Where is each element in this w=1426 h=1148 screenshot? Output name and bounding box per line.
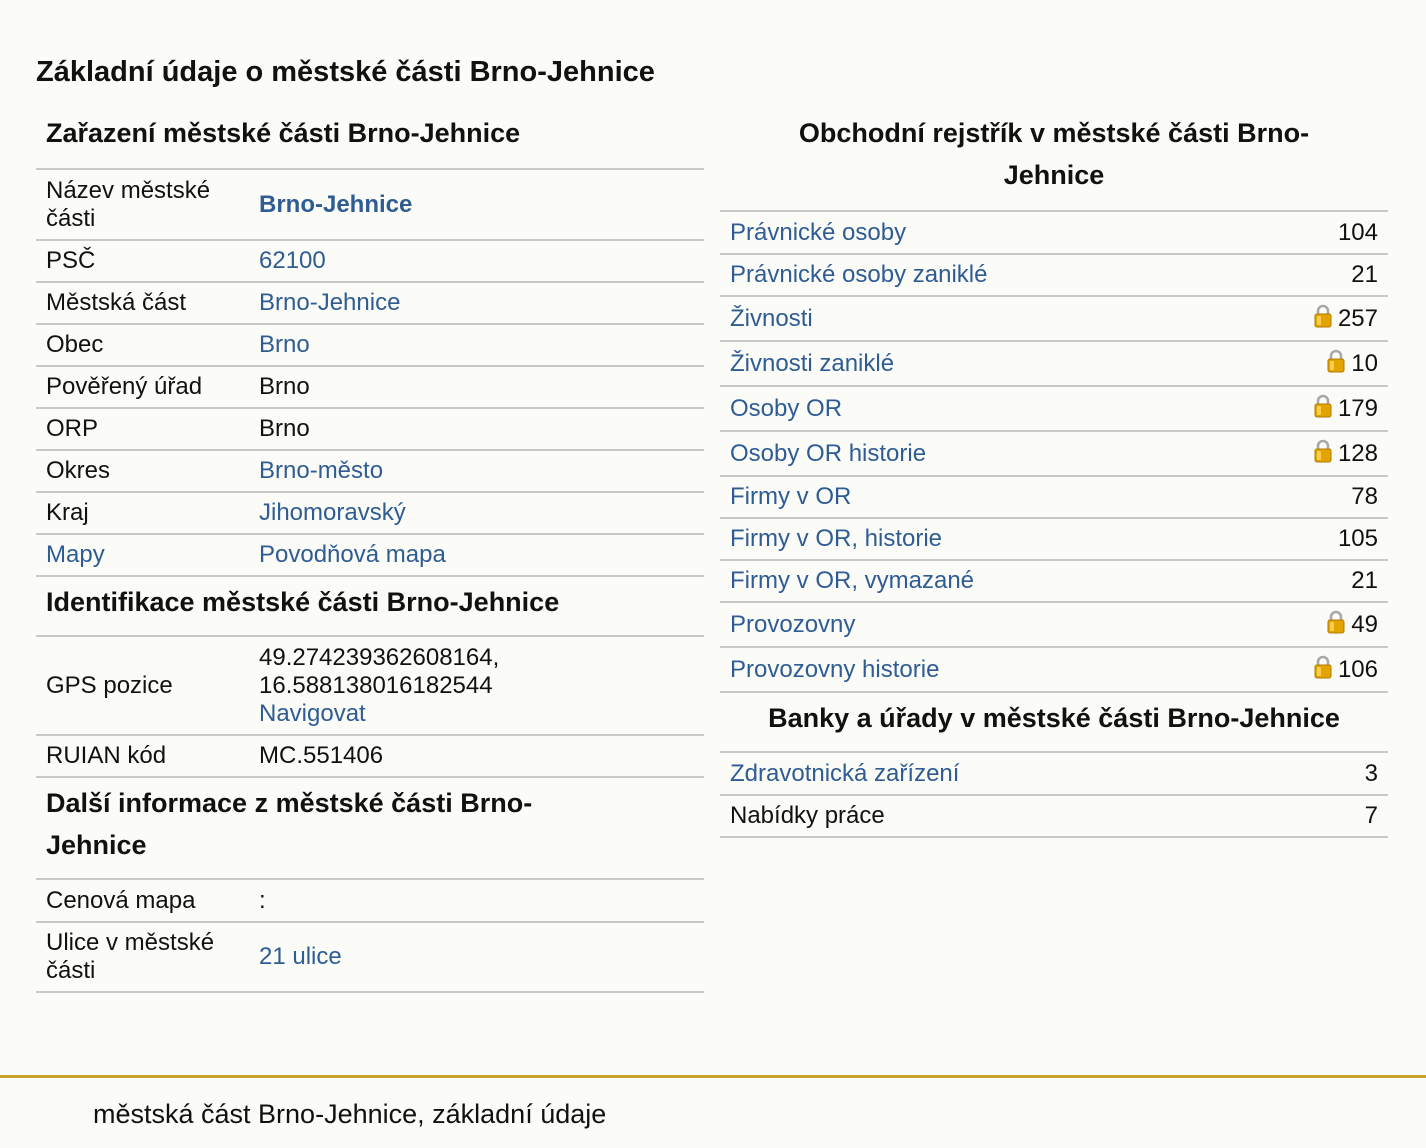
row-count-cell	[1233, 431, 1388, 476]
row-key: ORP	[36, 408, 249, 450]
table-row	[36, 492, 704, 534]
gps-latitude: 49.274239362608164,	[259, 643, 500, 671]
row-key: Městská část	[36, 282, 249, 324]
table-row	[36, 922, 704, 992]
table-row	[720, 254, 1388, 296]
mapy-link[interactable]: Mapy	[46, 541, 105, 568]
table-row	[36, 450, 704, 492]
banky-table	[720, 753, 1388, 838]
table-row	[720, 341, 1388, 386]
row-count-cell	[1233, 476, 1388, 518]
table-row	[720, 647, 1388, 692]
row-value: Brno	[249, 408, 704, 450]
row-key: Obec	[36, 324, 249, 366]
right-column	[720, 108, 1388, 838]
registry-link[interactable]: Provozovny historie	[730, 655, 940, 683]
lock-icon	[1314, 304, 1332, 328]
dalsi-heading: Další informace z městské části Brno-Jehnice	[36, 778, 704, 880]
row-value: :	[249, 880, 704, 922]
table-row	[36, 408, 704, 450]
lock-icon	[1327, 349, 1345, 373]
table-row	[36, 240, 704, 282]
row-key: Pověřený úřad	[36, 366, 249, 408]
registry-link[interactable]: Právnické osoby zaniklé	[730, 261, 988, 288]
table-row	[36, 735, 704, 777]
obec-link[interactable]: Brno	[259, 331, 310, 358]
row-count-cell	[1233, 560, 1388, 602]
table-row	[36, 282, 704, 324]
registry-link[interactable]: Osoby OR	[730, 394, 843, 422]
footer-text: městská část Brno-Jehnice, základní údaje	[93, 1099, 607, 1129]
table-row	[36, 534, 704, 576]
dalsi-table	[36, 880, 704, 993]
table-row	[720, 795, 1388, 837]
obchodni-heading: Obchodní rejstřík v městské části Brno-Jehnice	[720, 108, 1388, 212]
row-count: 128	[1337, 440, 1378, 467]
zarazeni-table	[36, 170, 704, 577]
row-count: 105	[1337, 525, 1378, 552]
row-key: GPS pozice	[36, 637, 249, 735]
row-count-cell	[1233, 341, 1388, 386]
registry-link[interactable]: Provozovny	[730, 610, 856, 638]
left-column	[36, 108, 704, 993]
row-count: 49	[1351, 611, 1378, 638]
row-count-cell	[1233, 212, 1388, 254]
table-row	[720, 560, 1388, 602]
row-count: 179	[1337, 395, 1378, 422]
row-key: Ulice v městské části	[36, 922, 249, 992]
registry-link[interactable]: Osoby OR historie	[730, 439, 927, 467]
registry-link[interactable]: Firmy v OR, vymazané	[730, 567, 975, 594]
table-row	[720, 212, 1388, 254]
row-count: 7	[1309, 795, 1388, 837]
mestska-cast-link[interactable]: Brno-Jehnice	[259, 289, 401, 316]
page-title: Základní údaje o městské části Brno-Jehnice	[36, 56, 655, 88]
kraj-link[interactable]: Jihomoravský	[259, 499, 406, 526]
row-key: RUIAN kód	[36, 735, 249, 777]
row-count-cell	[1233, 296, 1388, 341]
gps-longitude: 16.588138016182544	[259, 671, 493, 699]
obchodni-table	[720, 212, 1388, 693]
row-count: 21	[1351, 567, 1378, 594]
row-value: Brno	[249, 366, 704, 408]
table-row	[720, 431, 1388, 476]
registry-link[interactable]: Živnosti	[730, 304, 813, 332]
row-key: PSČ	[36, 240, 249, 282]
registry-link[interactable]: Firmy v OR, historie	[730, 525, 943, 552]
table-row	[36, 637, 704, 735]
row-label: Nabídky práce	[720, 795, 1309, 837]
registry-link[interactable]: Firmy v OR	[730, 483, 852, 510]
gps-value	[249, 637, 704, 735]
ulice-link[interactable]: 21 ulice	[259, 943, 342, 970]
ruian-value: MC.551406	[249, 735, 704, 777]
row-count-cell	[1233, 647, 1388, 692]
navigovat-link[interactable]: Navigovat	[259, 699, 366, 727]
row-count: 21	[1351, 261, 1378, 288]
row-count: 106	[1337, 656, 1378, 683]
row-key: Název městské části	[36, 170, 249, 240]
identifikace-heading: Identifikace městské části Brno-Jehnice	[36, 577, 704, 637]
banky-heading: Banky a úřady v městské části Brno-Jehnice	[720, 693, 1388, 753]
table-row	[720, 753, 1388, 795]
nazev-link[interactable]: Brno-Jehnice	[259, 190, 413, 218]
table-row	[720, 476, 1388, 518]
table-row	[36, 170, 704, 240]
lock-icon	[1314, 655, 1332, 679]
table-row	[720, 386, 1388, 431]
psc-link[interactable]: 62100	[259, 247, 326, 274]
row-key: Cenová mapa	[36, 880, 249, 922]
zarazeni-heading: Zařazení městské části Brno-Jehnice	[36, 108, 704, 170]
table-row	[720, 296, 1388, 341]
lock-icon	[1314, 394, 1332, 418]
registry-link[interactable]: Živnosti zaniklé	[730, 349, 895, 377]
row-count-cell	[1233, 602, 1388, 647]
row-count-cell	[1233, 254, 1388, 296]
row-count: 257	[1337, 305, 1378, 332]
identifikace-table	[36, 637, 704, 778]
table-row	[720, 518, 1388, 560]
registry-link[interactable]: Právnické osoby	[730, 218, 907, 246]
table-row	[36, 366, 704, 408]
table-row	[720, 602, 1388, 647]
row-count: 10	[1351, 350, 1378, 377]
lock-icon	[1327, 610, 1345, 634]
table-row	[36, 324, 704, 366]
row-key: Kraj	[36, 492, 249, 534]
row-count-cell	[1233, 386, 1388, 431]
row-count-cell	[1233, 518, 1388, 560]
zdravotnicka-zarizeni-link[interactable]: Zdravotnická zařízení	[730, 759, 960, 787]
row-count: 78	[1351, 483, 1378, 510]
povodnova-mapa-link[interactable]: Povodňová mapa	[259, 541, 446, 568]
row-key: Okres	[36, 450, 249, 492]
footer-divider	[0, 1075, 1426, 1078]
table-row	[36, 880, 704, 922]
row-count: 104	[1337, 218, 1378, 246]
lock-icon	[1314, 439, 1332, 463]
okres-link[interactable]: Brno-město	[259, 457, 384, 484]
row-count: 3	[1309, 753, 1388, 795]
